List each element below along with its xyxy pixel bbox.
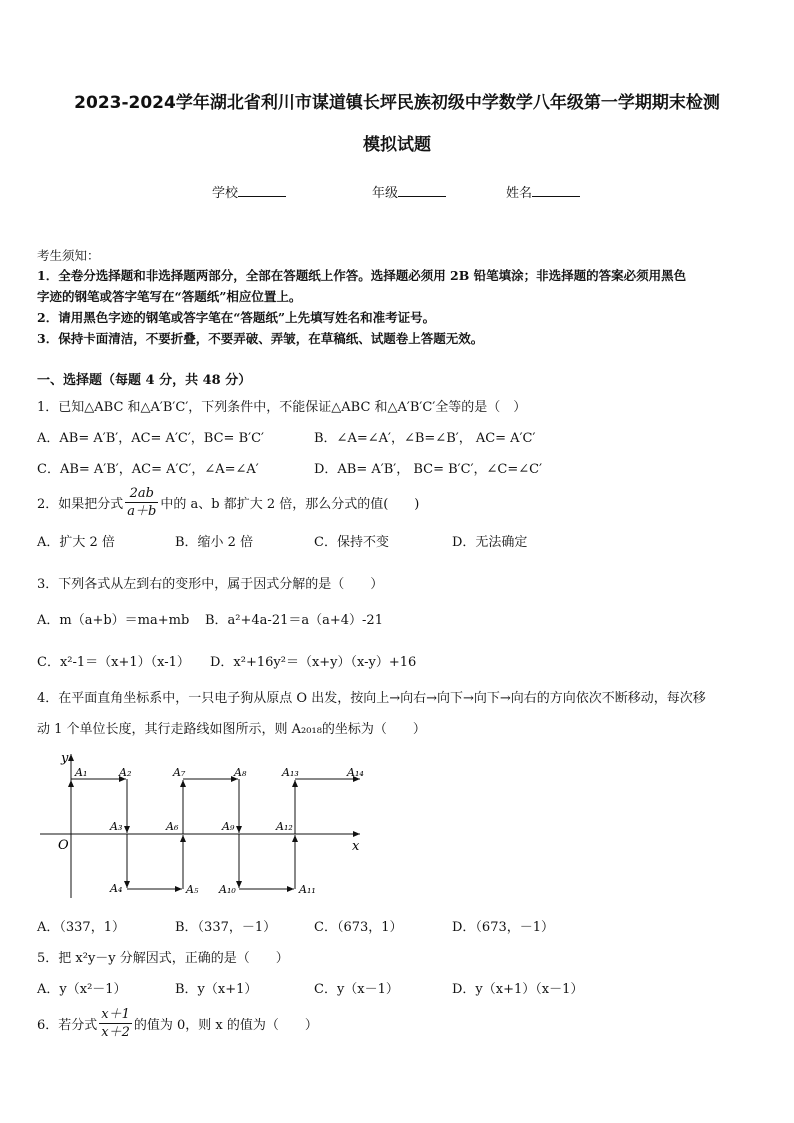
point-label-a10: A₁₀	[219, 883, 236, 896]
grade-label: 年级	[372, 186, 399, 201]
q4-line1: 4．在平面直角坐标系中，一只电子狗从原点 O 出发，按向上→向右→向下→向下→向右的方向依次不断移动，每次移	[37, 691, 706, 706]
q5-option-c: C．y（x－1）	[314, 982, 399, 997]
point-label-a12: A₁₂	[276, 820, 293, 833]
q1-option-b: B．∠A=∠A′，∠B=∠B′， AC= A′C′	[314, 431, 536, 446]
q6-numerator: x＋1	[101, 1006, 130, 1022]
y-axis-label: y	[61, 751, 69, 766]
grade-field	[372, 182, 446, 201]
q1-option-a: A．AB= A′B′，AC= A′C′，BC= B′C′	[37, 431, 264, 446]
q4-option-a: A．（337，1）	[37, 920, 125, 935]
notice-line1a: 1．全卷分选择题和非选择题两部分，全部在答题纸上作答。选择题必须用 2B 铅笔填涂；非选择题的答案必须用黑色	[37, 268, 687, 283]
name-blank	[532, 184, 580, 197]
q4-option-d: D．（673，－1）	[452, 920, 555, 935]
name-field	[506, 182, 580, 201]
q3-option-c: C．x²-1＝（x+1）（x-1）	[37, 655, 190, 670]
point-labels	[74, 766, 364, 896]
q5-option-a: A．y（x²－1）	[37, 982, 127, 997]
q3-stem: 3．下列各式从左到右的变形中，属于因式分解的是（ ）	[37, 577, 384, 592]
notice-line3: 3．保持卡面清洁，不要折叠，不要弄破、弄皱，在草稿纸、试题卷上答题无效。	[37, 331, 484, 346]
q5-option-b: B．y（x+1）	[175, 982, 258, 997]
point-label-a7: A₇	[173, 766, 186, 779]
q6-stem	[37, 1002, 318, 1044]
q1-stem: 1．已知△ABC 和△A′B′C′，下列条件中，不能保证△ABC 和△A′B′C′全等的是（ ）	[37, 400, 527, 415]
q1-option-c: C．AB= A′B′，AC= A′C′，∠A=∠A′	[37, 462, 259, 477]
q1-option-d: D．AB= A′B′， BC= B′C′，∠C=∠C′	[314, 462, 543, 477]
section-heading: 一、选择题（每题 4 分，共 48 分）	[37, 373, 252, 388]
point-label-a9: A₉	[222, 820, 235, 833]
point-label-a1: A₁	[75, 766, 88, 779]
point-label-a6: A₆	[166, 820, 179, 833]
q2-denominator: a＋b	[127, 503, 157, 519]
q2-option-b: B．缩小 2 倍	[175, 535, 254, 550]
school-field	[212, 182, 286, 201]
q5-option-d: D．y（x+1）（x－1）	[452, 982, 584, 997]
q4-option-b: B．（337，－1）	[175, 920, 277, 935]
q6-stem-pre: 6．若分式	[37, 1017, 98, 1033]
exam-title-line2: 模拟试题	[363, 135, 431, 155]
x-axis-label: x	[352, 839, 360, 854]
q5-stem: 5．把 x²y－y 分解因式，正确的是（ ）	[37, 951, 289, 966]
q6-stem-post: 的值为 0，则 x 的值为（ ）	[133, 1017, 318, 1033]
q3-option-a: A．m（a+b）＝ma+mb	[37, 613, 190, 628]
q4-path-figure	[36, 748, 376, 903]
q4-option-c: C．（673，1）	[314, 920, 403, 935]
point-label-a11: A₁₁	[299, 883, 316, 896]
school-blank	[238, 184, 286, 197]
q2-option-c: C．保持不变	[314, 535, 389, 550]
point-label-a2: A₂	[119, 766, 132, 779]
point-label-a3: A₃	[110, 820, 123, 833]
q2-stem-pre: 2．如果把分式	[37, 496, 124, 512]
point-label-a14: A₁₄	[347, 766, 364, 779]
q2-stem-post: 中的 a、b 都扩大 2 倍，那么分式的值( )	[160, 496, 420, 512]
exam-title-line1: 2023-2024学年湖北省利川市谋道镇长坪民族初级中学数学八年级第一学期期末检测	[74, 93, 720, 113]
point-label-a5: A₅	[186, 883, 199, 896]
notice-heading: 考生须知：	[37, 248, 100, 263]
q2-stem	[37, 481, 419, 523]
notice-line2: 2．请用黑色字迹的钢笔或答字笔在“答题纸”上先填写姓名和准考证号。	[37, 310, 436, 325]
point-label-a8: A₈	[234, 766, 247, 779]
q4-line2: 动 1 个单位长度，其行走路线如图所示，则 A₂₀₁₈的坐标为（ ）	[37, 722, 426, 737]
q2-option-d: D．无法确定	[452, 535, 528, 550]
q6-denominator: x＋2	[101, 1024, 130, 1040]
q6-fraction	[99, 1006, 132, 1041]
origin-label: O	[58, 838, 69, 853]
grade-blank	[398, 184, 446, 197]
notice-line1b: 字迹的钢笔或答字笔写在“答题纸”相应位置上。	[37, 289, 302, 304]
q2-fraction	[125, 485, 158, 520]
name-label: 姓名	[506, 186, 533, 201]
school-label: 学校	[212, 186, 239, 201]
q3-option-b: B．a²+4a-21＝a（a+4）-21	[205, 613, 383, 628]
point-label-a4: A₄	[110, 882, 123, 895]
q2-numerator: 2ab	[125, 485, 158, 503]
q3-option-d: D．x²+16y²＝（x+y）（x-y）+16	[210, 655, 417, 670]
q2-option-a: A．扩大 2 倍	[37, 535, 115, 550]
point-label-a13: A₁₃	[282, 766, 299, 779]
